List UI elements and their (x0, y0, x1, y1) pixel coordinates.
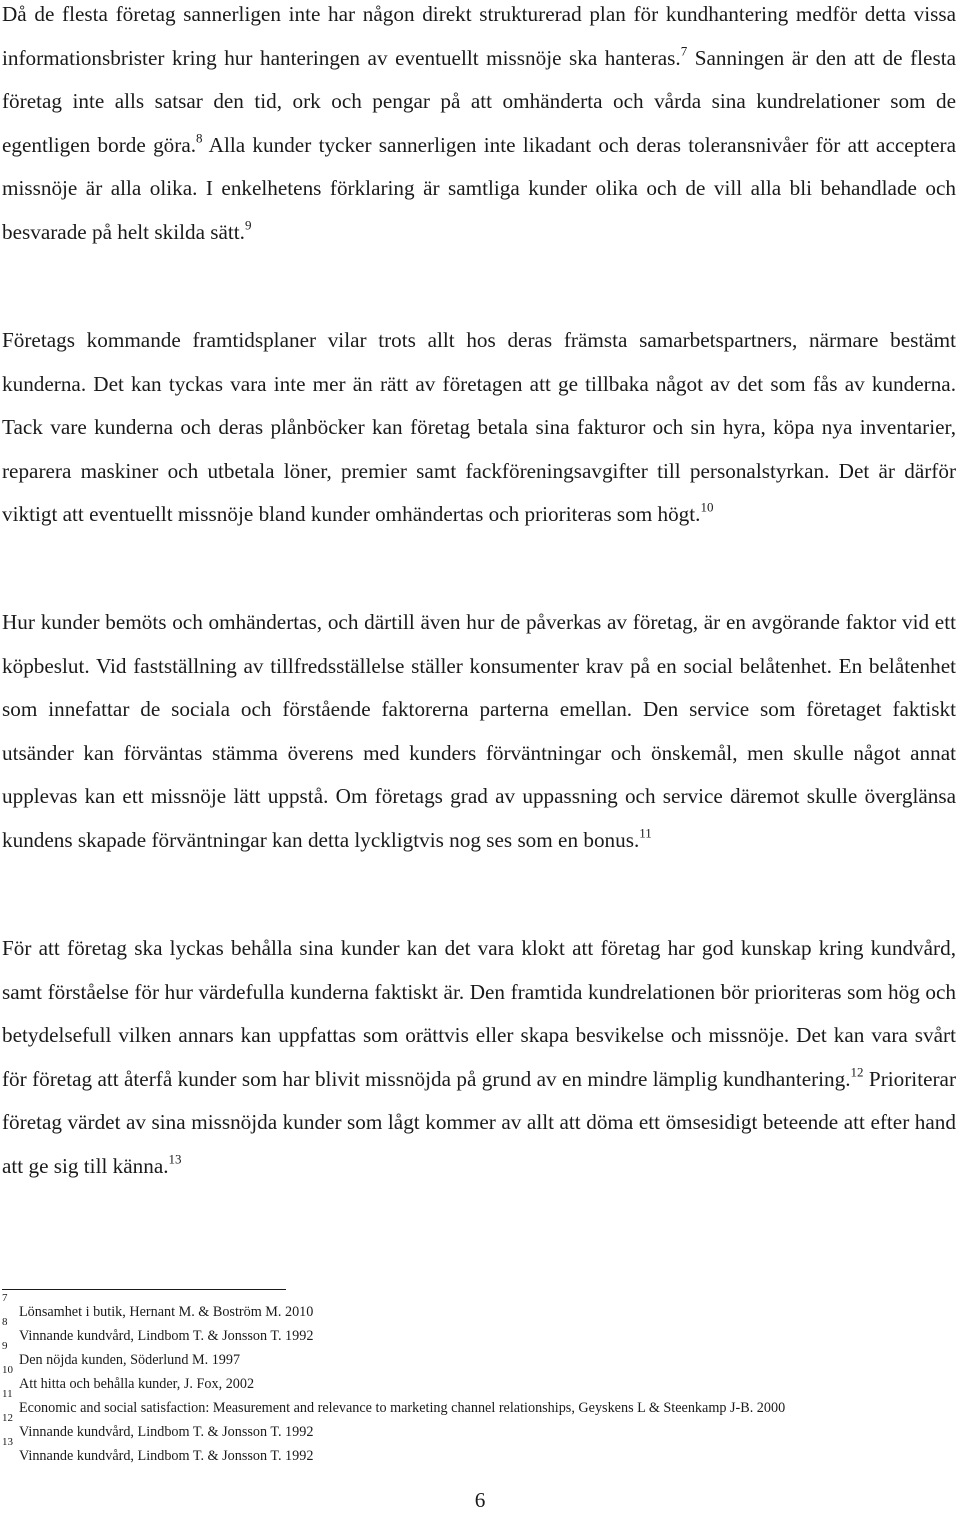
footnote-text: Att hitta och behålla kunder, J. Fox, 2002 (19, 1376, 255, 1392)
footnote-7 (2, 1292, 956, 1322)
body-paragraph-4 (2, 927, 956, 1189)
paragraph-text: Prioriterar företag värdet av sina missnöjda kunder som lågt kommer av allt att döma ett ömsesidigt beteende att efter hand att ge sig till känna. (2, 1066, 956, 1178)
paragraph-text: Sanningen är den att de flesta företag inte alls satsar den tid, ork och pengar på att omhänderta och vårda sina kundrelationer som de egentligen borde göra. (2, 45, 956, 157)
footnote-8 (2, 1316, 956, 1346)
footnote-reference-10: 10 (700, 499, 714, 515)
body-paragraph-1 (2, 0, 956, 255)
footnote-9 (2, 1340, 956, 1370)
footnote-number: 9 (2, 1340, 8, 1352)
footnote-reference-9: 9 (244, 217, 252, 233)
footnote-text: Den nöjda kunden, Söderlund M. 1997 (19, 1352, 241, 1368)
page-number: 6 (474, 1488, 486, 1512)
footnote-number: 7 (2, 1292, 8, 1304)
footnote-separator (2, 1289, 286, 1290)
paragraph-text: Alla kunder tycker sannerligen inte likadant och deras toleransnivåer för att acceptera missnöje är alla olika. I enkelhetens förklaring är samtliga kunder olika och de vill alla bli behandlade och besvarade på helt skilda sätt. (2, 132, 956, 244)
paragraph-text: Hur kunder bemöts och omhändertas, och därtill även hur de påverkas av företag, är en avgörande faktor vid ett köpbeslut. Vid fastställning av tillfredsställelse ställer konsumenter krav på en social belåtenhet. En belåtenhet som innefattar de sociala och förstående faktorerna parterna emellan. Den service som företaget faktiskt utsänder kan förväntas stämma överens med kunders förväntningar och önskemål, men skulle något annat upplevas kan ett missnöje lätt uppstå. Om företags grad av uppassning och service däremot skulle överglänsa kundens skapade förväntningar kan detta lyckligtvis nog ses som en bonus. (2, 610, 956, 852)
footnote-number: 10 (2, 1364, 13, 1376)
footnotes (2, 1292, 956, 1466)
footnote-reference-8: 8 (196, 130, 203, 146)
footnote-text: Economic and social satisfaction: Measurement and relevance to marketing channel relationships, Geyskens L & Steenkamp J-B. 2000 (19, 1400, 786, 1416)
footnote-12 (2, 1412, 956, 1442)
footnote-text: Lönsamhet i butik, Hernant M. & Boström M. 2010 (19, 1304, 314, 1320)
footnote-text: Vinnande kundvård, Lindbom T. & Jonsson T. 1992 (19, 1328, 314, 1344)
footnote-number: 11 (2, 1388, 13, 1400)
footnote-13 (2, 1436, 956, 1466)
footnote-number: 12 (2, 1412, 13, 1424)
paragraph-text: Då de flesta företag sannerligen inte har någon direkt strukturerad plan för kundhantering medför detta vissa informationsbrister kring hur hanteringen av eventuellt missnöje ska hanteras. (2, 2, 956, 70)
footnote-reference-7: 7 (680, 42, 688, 58)
footnote-number: 13 (2, 1436, 13, 1448)
paragraph-text: Företags kommande framtidsplaner vilar trots allt hos deras främsta samarbetspartners, närmare bestämt kunderna. Det kan tyckas vara inte mer än rätt av företagen att ge tillbaka något av det som fås av kunderna. Tack vare kunderna och deras plånböcker kan företag betala sina fakturor och sin hyra, köpa nya inventarier, reparera maskiner och utbetala löner, premier samt fackföreningsavgifter till personalstyrkan. Det är därför viktigt att eventuellt missnöje bland kunder omhändertas och prioriteras som högt. (2, 328, 956, 527)
footnote-10 (2, 1364, 956, 1394)
footnote-number: 8 (2, 1316, 8, 1328)
paragraph-text: För att företag ska lyckas behålla sina kunder kan det vara klokt att företag har god kunskap kring kundvård, samt förståelse för hur värdefulla kunderna faktiskt är. Den framtida kundrelationen bör prioriteras som hög och betydelsefull vilken annars kan uppfattas som orättvis eller skapa besvikelse och missnöje. Det kan vara svårt för företag att återfå kunder som har blivit missnöjda på grund av en mindre lämplig kundhantering. (2, 936, 956, 1091)
footnote-text: Vinnande kundvård, Lindbom T. & Jonsson T. 1992 (19, 1448, 314, 1464)
footnote-11 (2, 1388, 956, 1418)
footnote-reference-13: 13 (168, 1151, 182, 1167)
body-paragraph-2 (2, 319, 956, 537)
footnote-text: Vinnande kundvård, Lindbom T. & Jonsson T. 1992 (19, 1424, 314, 1440)
footnote-reference-12: 12 (850, 1064, 864, 1080)
footnote-reference-11: 11 (639, 825, 652, 841)
body-paragraph-3 (2, 601, 956, 863)
